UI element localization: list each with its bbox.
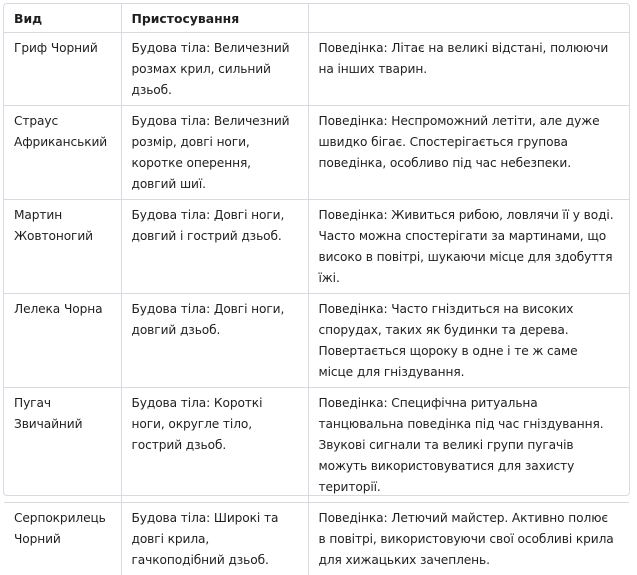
table-row — [4, 503, 629, 575]
cell-behavior: Поведінка: Специфічна ритуальна танцювальна поведінка під час гніздування. Звукові сигнали та великі групи пугачів можуть використовуватися для захисту території. — [308, 388, 629, 503]
cell-species: Мартин Жовтоногий — [4, 200, 121, 294]
header-species: Вид — [4, 4, 121, 33]
table-row — [4, 388, 629, 503]
cell-adaptation: Будова тіла: Довгі ноги, довгий і гострий дзьоб. — [121, 200, 308, 294]
cell-adaptation: Будова тіла: Довгі ноги, довгий дзьоб. — [121, 294, 308, 388]
header-behavior — [308, 4, 629, 33]
table-row — [4, 33, 629, 106]
table-row — [4, 294, 629, 388]
table-header-row — [4, 4, 629, 33]
table-row — [4, 106, 629, 200]
cell-behavior: Поведінка: Неспроможний летіти, але дуже швидко бігає. Спостерігається групова поведінка, особливо під час небезпеки. — [308, 106, 629, 200]
cell-behavior: Поведінка: Летючий майстер. Активно полює в повітрі, використовуючи свої особливі крила для хижацьких зачеплень. — [308, 503, 629, 575]
cell-adaptation: Будова тіла: Широкі та довгі крила, гачкоподібний дзьоб. — [121, 503, 308, 575]
cell-behavior: Поведінка: Літає на великі відстані, полюючи на інших тварин. — [308, 33, 629, 106]
cell-species: Страус Африканський — [4, 106, 121, 200]
cell-adaptation: Будова тіла: Величезний розмах крил, сильний дзьоб. — [121, 33, 308, 106]
birds-adaptation-table — [4, 4, 629, 575]
cell-species: Серпокрилець Чорний — [4, 503, 121, 575]
cell-species: Лелека Чорна — [4, 294, 121, 388]
cell-behavior: Поведінка: Живиться рибою, ловлячи її у воді. Часто можна спостерігати за мартинами, що високо в повітрі, шукаючи місце для здобуття їжі. — [308, 200, 629, 294]
table-container — [3, 3, 630, 496]
cell-species: Гриф Чорний — [4, 33, 121, 106]
cell-species: Пугач Звичайний — [4, 388, 121, 503]
table-row — [4, 200, 629, 294]
cell-adaptation: Будова тіла: Величезний розмір, довгі ноги, коротке оперення, довгий шиї. — [121, 106, 308, 200]
header-adaptation: Пристосування — [121, 4, 308, 33]
cell-adaptation: Будова тіла: Короткі ноги, округле тіло, гострий дзьоб. — [121, 388, 308, 503]
cell-behavior: Поведінка: Часто гніздиться на високих спорудах, таких як будинки та дерева. Повертається щороку в одне і те ж саме місце для гніздування. — [308, 294, 629, 388]
